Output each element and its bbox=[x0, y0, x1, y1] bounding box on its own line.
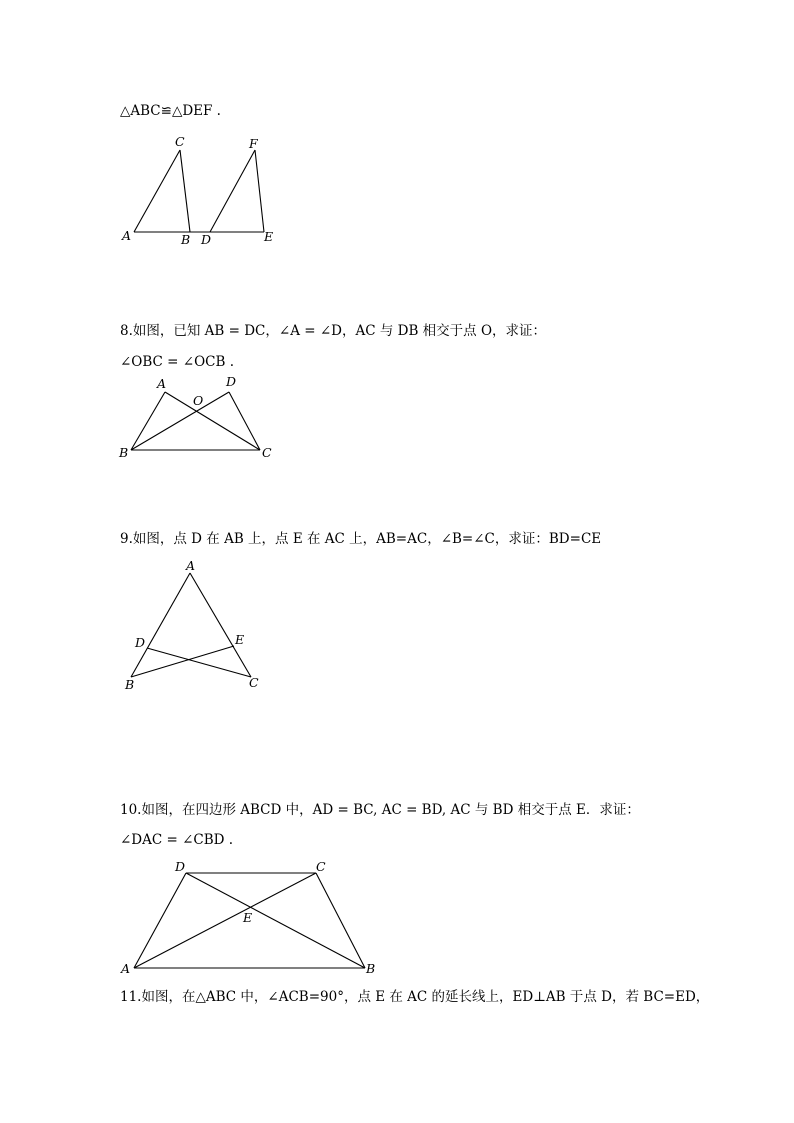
label-b: B bbox=[125, 677, 135, 692]
label-e: E bbox=[235, 632, 245, 647]
label-a: A bbox=[186, 558, 196, 573]
label-c: C bbox=[249, 675, 259, 690]
label-c: C bbox=[175, 134, 185, 149]
label-a: A bbox=[121, 961, 131, 976]
label-e: E bbox=[264, 229, 274, 244]
label-d: D bbox=[135, 635, 146, 650]
p8-goal: ∠OBC = ∠OCB . bbox=[120, 354, 234, 370]
label-b: B bbox=[181, 232, 191, 247]
label-c: C bbox=[316, 859, 326, 874]
label-b: B bbox=[366, 961, 376, 976]
label-a: A bbox=[122, 228, 132, 243]
p8-statement: 8.如图，已知 AB = DC，∠A = ∠D，AC 与 DB 相交于点 O，求证： bbox=[120, 323, 547, 339]
segment-cb bbox=[316, 873, 365, 968]
p7-conclusion: △ABC≌△DEF . bbox=[120, 103, 221, 119]
label-e: E bbox=[243, 910, 253, 925]
segment-ac bbox=[134, 873, 316, 968]
label-o: O bbox=[193, 393, 204, 408]
label-d: D bbox=[201, 232, 212, 247]
p10-goal: ∠DAC = ∠CBD . bbox=[120, 832, 234, 848]
label-f: F bbox=[249, 136, 258, 151]
label-c: C bbox=[262, 445, 272, 460]
p9-statement: 9.如图，点 D 在 AB 上，点 E 在 AC 上，AB=AC，∠B=∠C，求证：BD=CE bbox=[120, 531, 602, 547]
label-b: B bbox=[119, 445, 129, 460]
p10-statement: 10.如图，在四边形 ABCD 中，AD = BC, AC = BD, AC 与 BD 相交于点 E．求证： bbox=[120, 802, 640, 818]
segment-ad bbox=[134, 873, 186, 968]
segment-db bbox=[186, 873, 365, 968]
label-d: D bbox=[175, 859, 186, 874]
label-a: A bbox=[157, 376, 167, 391]
p11-statement: 11.如图，在△ABC 中，∠ACB=90°，点 E 在 AC 的延长线上，ED⊥AB 于点 D，若 BC=ED， bbox=[120, 989, 710, 1005]
label-d: D bbox=[226, 374, 237, 389]
